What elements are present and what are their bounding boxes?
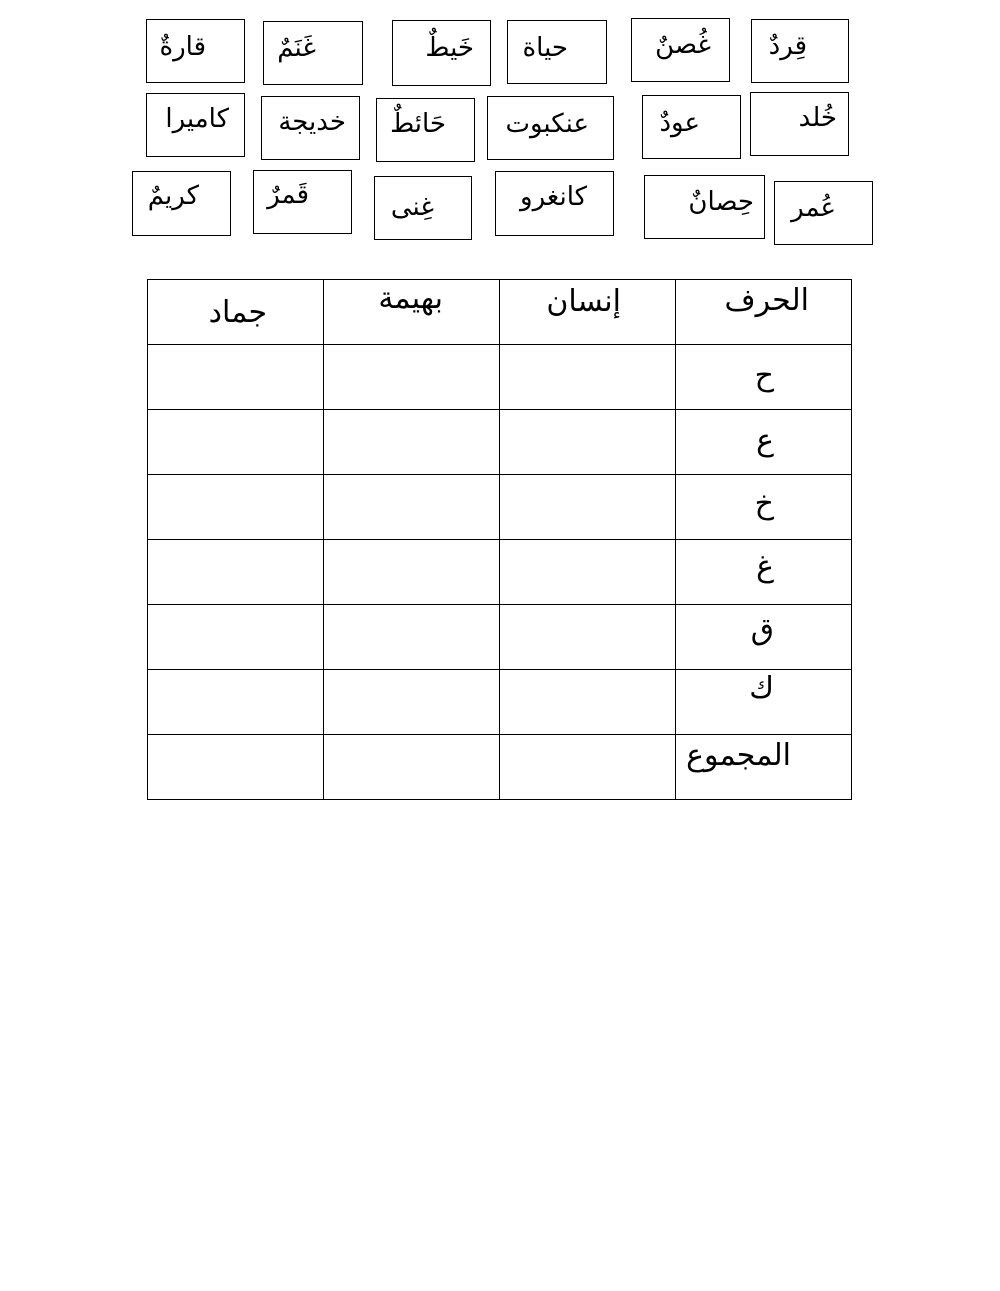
word-label: حِصانٌ xyxy=(688,187,754,217)
header-cell-animal xyxy=(324,280,500,345)
drop-cell-human[interactable] xyxy=(500,540,676,605)
drop-cell-animal[interactable] xyxy=(324,345,500,410)
header-animal: بهيمة xyxy=(378,281,443,316)
word-card-ankabut[interactable] xyxy=(487,96,614,160)
drop-cell-human[interactable] xyxy=(500,345,676,410)
word-label: غَنَمٌ xyxy=(277,33,316,63)
word-card-ghina[interactable] xyxy=(374,176,472,240)
row-letter: ق xyxy=(750,612,774,647)
total-cell-object[interactable] xyxy=(148,735,324,800)
header-cell-human xyxy=(500,280,676,345)
drop-cell-human[interactable] xyxy=(500,670,676,735)
row-letter: ك xyxy=(749,671,774,706)
word-card-camera[interactable] xyxy=(146,93,245,157)
word-label: عنكبوت xyxy=(505,109,589,139)
word-card-qird[interactable] xyxy=(751,19,849,83)
row-letter: ع xyxy=(756,423,774,458)
drop-cell-animal[interactable] xyxy=(324,475,500,540)
drop-cell-human[interactable] xyxy=(500,475,676,540)
word-label: كاميرا xyxy=(165,104,229,134)
letter-cell xyxy=(676,475,852,540)
word-card-hisan[interactable] xyxy=(644,175,765,239)
word-label: خديجة xyxy=(278,107,346,137)
word-label: غُصنٌ xyxy=(655,30,711,60)
word-card-oud[interactable] xyxy=(642,95,741,159)
word-label: عودٌ xyxy=(659,108,700,138)
total-cell-animal[interactable] xyxy=(324,735,500,800)
word-label: عُمر xyxy=(791,193,836,223)
total-label-cell xyxy=(676,735,852,800)
letter-cell xyxy=(676,345,852,410)
word-card-ghusn[interactable] xyxy=(631,18,730,82)
row-letter: غ xyxy=(756,549,774,584)
header-cell-object xyxy=(148,280,324,345)
table-row xyxy=(148,345,852,410)
drop-cell-animal[interactable] xyxy=(324,410,500,475)
word-card-ghanam[interactable] xyxy=(263,21,363,85)
table-header-row xyxy=(148,280,852,345)
header-object: جماد xyxy=(208,295,267,330)
table-row xyxy=(148,605,852,670)
classification-table xyxy=(147,279,852,800)
total-cell-human[interactable] xyxy=(500,735,676,800)
drop-cell-animal[interactable] xyxy=(324,540,500,605)
word-card-khayt[interactable] xyxy=(392,20,491,86)
row-letter: خ xyxy=(754,486,774,521)
word-label: قَمرٌ xyxy=(267,180,309,210)
letter-cell xyxy=(676,670,852,735)
word-label: خَيطٌ xyxy=(425,33,474,63)
drop-cell-human[interactable] xyxy=(500,605,676,670)
drop-cell-animal[interactable] xyxy=(324,670,500,735)
word-card-khuld[interactable] xyxy=(750,92,849,156)
table-total-row xyxy=(148,735,852,800)
table-row xyxy=(148,670,852,735)
drop-cell-object[interactable] xyxy=(148,605,324,670)
word-card-umar[interactable] xyxy=(774,181,873,245)
word-label: حَائطٌ xyxy=(390,109,446,139)
drop-cell-object[interactable] xyxy=(148,345,324,410)
row-letter: ح xyxy=(754,358,774,393)
word-card-khadija[interactable] xyxy=(261,96,360,160)
drop-cell-object[interactable] xyxy=(148,410,324,475)
total-label: المجموع xyxy=(686,738,791,773)
word-card-qamar[interactable] xyxy=(253,170,352,234)
word-card-haait[interactable] xyxy=(376,98,475,162)
word-label: قِردٌ xyxy=(768,31,807,61)
header-cell-letter xyxy=(676,280,852,345)
word-card-kangaroo[interactable] xyxy=(495,171,614,236)
word-card-karim[interactable] xyxy=(132,171,231,236)
word-label: قارةٌ xyxy=(159,32,206,62)
letter-cell xyxy=(676,410,852,475)
word-label: خُلد xyxy=(798,103,837,133)
table-row xyxy=(148,410,852,475)
letter-cell xyxy=(676,540,852,605)
drop-cell-animal[interactable] xyxy=(324,605,500,670)
drop-cell-object[interactable] xyxy=(148,540,324,605)
word-card-hayat[interactable] xyxy=(507,20,607,84)
header-letter: الحرف xyxy=(724,283,809,318)
word-label: غِنى xyxy=(390,192,434,222)
header-human: إنسان xyxy=(546,284,621,319)
table-row xyxy=(148,540,852,605)
drop-cell-object[interactable] xyxy=(148,475,324,540)
word-card-qarra[interactable] xyxy=(146,19,245,83)
word-label: كريمٌ xyxy=(147,181,199,211)
drop-cell-object[interactable] xyxy=(148,670,324,735)
letter-cell xyxy=(676,605,852,670)
drop-cell-human[interactable] xyxy=(500,410,676,475)
word-label: حياة xyxy=(522,33,568,63)
table-row xyxy=(148,475,852,540)
word-label: كانغرو xyxy=(520,182,587,212)
